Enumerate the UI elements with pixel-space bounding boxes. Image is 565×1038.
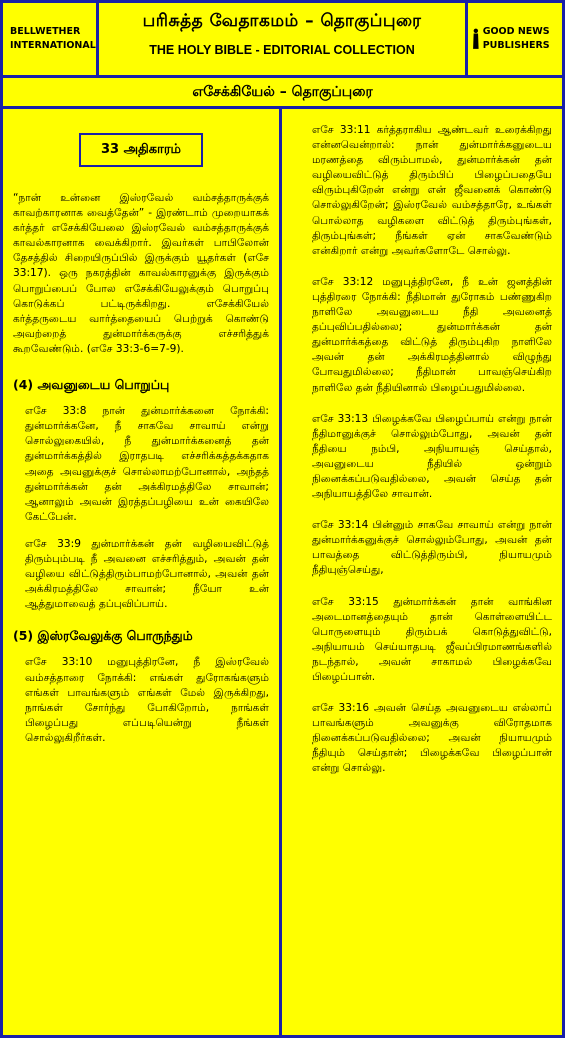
good-news-logo — [468, 3, 562, 75]
book-title-bar — [3, 78, 562, 106]
section-heading-4: (4) அவனுடைய பொறுப்பு — [13, 377, 170, 393]
verse-33-16: எசே 33:16 அவன் செய்த அவனுடைய எல்லாப் பாவங்களும் அவனுக்கு விரோதமாக நினைக்கப்படுவதில்லை; அவன் நியாயமும் நீதியும் செய்தான்; பிழைக்கவே பிழைப்பான் என்று சொல்லு. — [312, 702, 552, 775]
section-heading-5: (5) இஸ்ரவேலுக்கு பொருந்தும் — [13, 628, 193, 644]
verse-33-14: எசே 33:14 பின்னும் சாகவே சாவாய் என்று நான் துன்மார்க்கனுக்குச் சொல்லும்போது, அவன் தன் பாவத்தை விட்டுத்திரும்பி, நியாயமும் நீதியுஞ்செய்து, — [312, 519, 552, 577]
page-header — [99, 3, 465, 75]
book-title: எசேக்கியேல் – தொகுப்புரை — [192, 84, 373, 100]
header-title-tamil: பரிசுத்த வேதாகமம் – தொகுப்புரை — [142, 11, 422, 31]
bellwether-logo — [3, 3, 96, 75]
verse-33-13: எசே 33:13 பிழைக்கவே பிழைப்பாய் என்று நான் நீதிமானுக்குச் சொல்லும்போது, அவன் தன் நீதியை நம்பி, அநியாயஞ் செய்தால், அவனுடைய நீதியில் ஒன்றும் நினைக்கப்படுவதில்லை, அவன் செய்த தன் அநியாயத்திலே சாவான். — [312, 412, 552, 501]
verse-33-9: எசே 33:9 துன்மார்க்கன் தன் வழியைவிட்டுத் திரும்பும்படி நீ அவனை எச்சரித்தும், அவன் தன் வழியை விட்டுத்திரும்பாமற்போனால், அவன் தன் அக்கிரமத்திலே சாவான்; நீயோ உன் ஆத்துமாவைத் தப்புவிப்பாய். — [25, 537, 269, 611]
verse-33-15: எசே 33:15 துன்மார்க்கன் தான் வாங்கின அடைமானத்தையும் தான் கொள்ளையிட்ட பொருளையும் திரும்பக் கொடுத்துவிட்டு, அநியாயம் செய்யாதபடி ஜீவப்பிரமாணங்களில் நடந்தால், அவன் சாகாமல் பிழைக்கவே பிழைப்பான். — [312, 595, 552, 683]
left-logo-text: BELLWETHER INTERNATIONAL — [10, 26, 96, 51]
verse-33-11: எசே 33:11 கர்த்தராகிய ஆண்டவர் உரைக்கிறது என்னவென்றால்: நான் துன்மார்க்கனுடைய மரணத்தை விரும்பாமல், துன்மார்க்கன் தன் வழியைவிட்டுத் திரும்பிப் பிழைப்பதையே விரும்புகிறேன் என்று என் ஜீவனைக் கொண்டு சொல்லுகிறேன்; இஸ்ரவேல் வம்சத்தாரே, உங்கள் பொல்லாத வழிகளை விட்டுத் திரும்புங்கள், திரும்புங்கள்; நீங்கள் ஏன் சாகவேண்டும் என்கிறார் என்று அவர்களோடே சொல்லு. — [312, 124, 552, 257]
verse-33-10: எசே 33:10 மனுபுத்திரனே, நீ இஸ்ரவேல் வம்சத்தாரை நோக்கி: எங்கள் துரோகங்களும் எங்கள் பாவங்களும் எங்கள் மேல் இருக்கிறது, நாங்கள் சோர்ந்து போகிறோம், நாங்கள் பிழைப்பது எப்படியென்று நீங்கள் சொல்லுகிறீர்கள். — [25, 656, 269, 744]
verse-33-8: எசே 33:8 நான் துன்மார்க்கனை நோக்கி: துன்மார்க்கனே, நீ சாகவே சாவாய் என்று சொல்லுகையில், நீ துன்மார்க்கனைத் தன் துன்மார்க்கத்தில் இராதபடி எச்சரிக்கத்தக்கதாக அதை அவனுக்குச் சொல்லாமற்போனால், அந்தத் துன்மார்க்கன் தன் அக்கிரமத்திலே சாவான்; ஆனாலும் அவன் இரத்தப்பழியை உன் கையிலே கேட்பேன். — [25, 405, 269, 523]
right-column — [282, 109, 562, 1035]
left-column — [3, 109, 279, 1035]
verse-33-12: எசே 33:12 மனுபுத்திரனே, நீ உன் ஜனத்தின் புத்திரரை நோக்கி: நீதிமான் துரோகம் பண்ணுகிற நாளிலே அவனுடைய நீதி அவனைத் தப்புவிப்பதில்லை; துன்மார்க்கன் தன் துன்மார்க்கத்தை விட்டுத் திரும்புகிற நாளிலே அவன் தன் அக்கிரமத்தினால் விழுந்து போவதுமில்லை; நீதிமான் பாவஞ்செய்கிற நாளிலே தன் நீதியினால் பிழைப்பதுமில்லை. — [312, 275, 552, 394]
header-title-english: THE HOLY BIBLE - EDITORIAL COLLECTION — [149, 43, 415, 57]
chapter-intro: “நான் உன்னை இஸ்ரவேல் வம்சத்தாருக்குக் காவற்காரனாக வைத்தேன்” - இரண்டாம் முறையாகக் கர்த்தர் எசேக்கியேலை இஸ்ரவேல் வம்சத்தாருக்குக் காவல்காரனாக வைக்கிறார். இவர்கள் பாபிலோன் தேசத்தில் சிறையிருப்பில் இருக்கும் யூதர்கள் (எசே 33:17). ஒரு நகரத்தின் காவல்காரனுக்கு இருக்கும் பொறுப்பைப் போல எசேக்கியேலுக்கும் பொறுப்பு கொடுக்கப் பட்டிருக்கிறது. எசேக்கியேல் கர்த்தருடைய வார்த்தையைப் பெற்றுக் கொண்டு அவற்றைத் துன்மார்க்கருக்கு எச்சரித்துக் கூறவேண்டும். (எசே 33:3-6=7-9). — [13, 192, 269, 355]
right-logo-text: GOOD NEWS PUBLISHERS — [482, 26, 550, 51]
figure-icon — [472, 19, 480, 59]
chapter-heading: 33 அதிகாரம் — [79, 133, 203, 167]
